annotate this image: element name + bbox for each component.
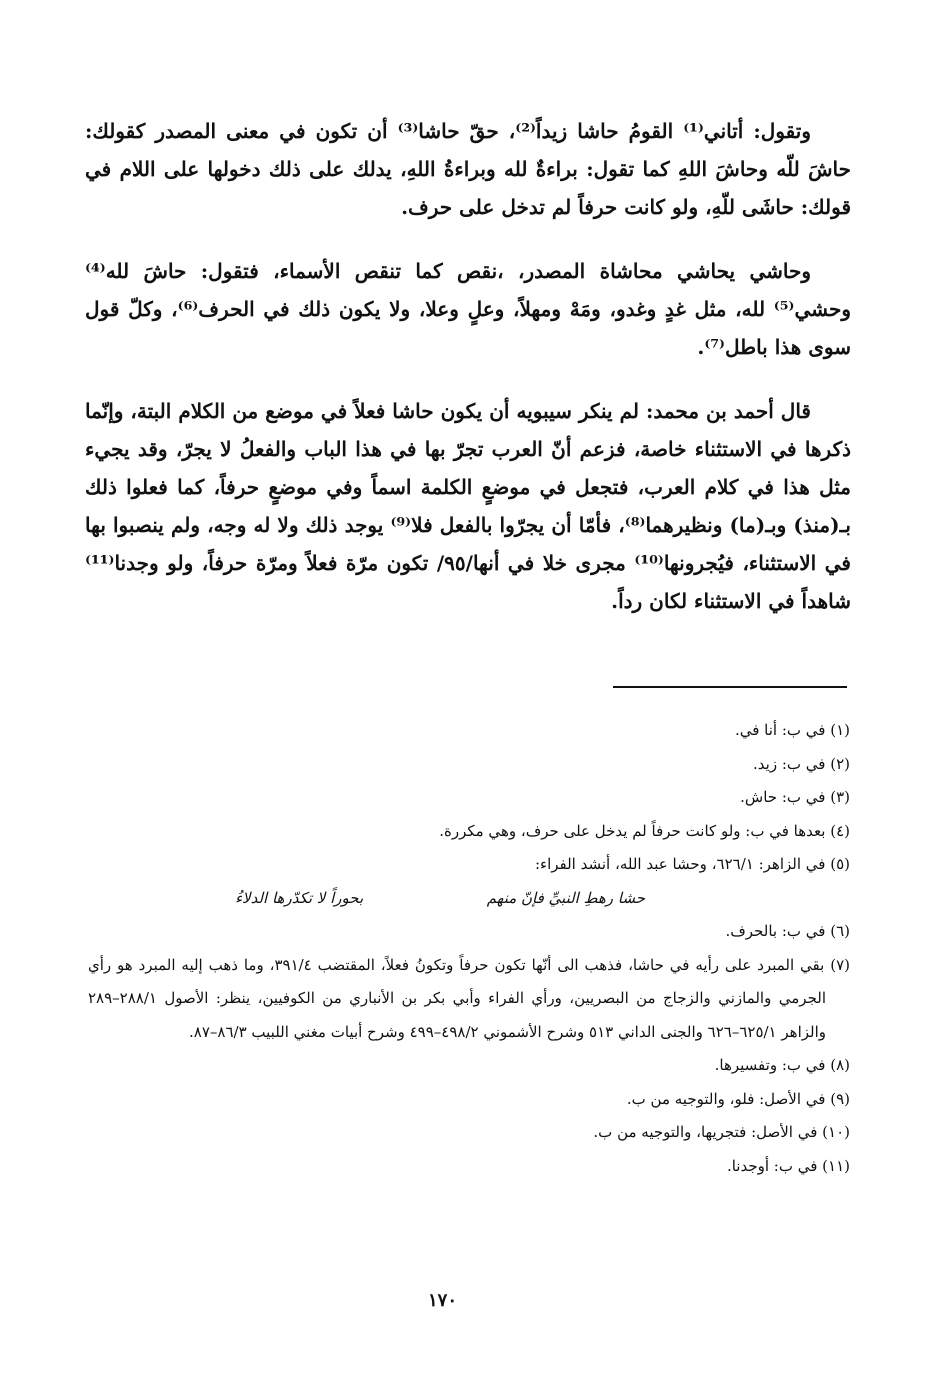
footnote-7: (٧) بقي المبرد على رأيه في حاشا، فذهب الى أنّها تكون حرفاً وتكونُ فعلاً، المقتضب ٣٩١/٤، وما ذهب إليه المبرد هو رأي الجرمي والمازني والزجاج من البصريين، ورأي الفراء وأبي بكر بن الأنباري من الكوفيين، ينظر: الأصول ٢٨٨/١–٢٨٩ والزاهر ٦٢٥/١–٦٢٦ والجنى الداني ٥١٣ وشرح الأشموني ٤٩٨/٢–٤٩٩ وشرح أبيات مغني اللبيب ٨٦/٣–٨٧.: [88, 955, 850, 1041]
footnote-6: (٦) في ب: بالحرف.: [725, 922, 850, 940]
footnote-11: (١١) في ب: أوجدنا.: [726, 1156, 850, 1175]
footnote-3: (٣) في ب: حاش.: [740, 788, 850, 806]
footnote-separator: [613, 686, 847, 688]
verse-first-hemistich: حشا رهطِ النبيِّ فإنّ منهم: [486, 888, 645, 907]
footnote-8: (٨) في ب: وتفسيرها.: [714, 1056, 850, 1074]
main-text: [85, 112, 851, 646]
footnote-5: (٥) في الزاهر: ٦٢٦/١، وحشا عبد الله، أنشد الفراء:: [534, 855, 850, 873]
verse-second-hemistich: بحوراً لا تكدّرها الدلاءُ: [235, 888, 364, 907]
footnote-4: (٤) بعدها في ب: ولو كانت حرفاً لم يدخل على حرف، وهي مكررة.: [439, 821, 850, 840]
footnote-9: (٩) في الأصل: فلو، والتوجيه من ب.: [626, 1089, 850, 1108]
page-number: ١٧٠: [428, 1290, 458, 1311]
footnote-1: (١) في ب: أنا في.: [734, 721, 850, 739]
footnote-2: (٢) في ب: زيد.: [753, 754, 850, 773]
footnotes: [88, 714, 850, 1183]
paragraph-3: قال أحمد بن محمد: لم ينكر سيبويه أن يكون حاشا فعلاً في موضع من الكلام البتة، وإنّما ذكرها في الاستثناء خاصة، فزعم أنّ العرب تجرّ بها في هذا الباب والفعلُ لا يجرّ، وقد يجيء مثل هذا في كلام العرب، فتجعل في موضعٍ الكلمة اسماً وفي موضعٍ حرفاً، كما فعلوا ذلك بـ(منذ) وبـ(ما) ونظيرهما⁽⁸⁾، فأمّا أن يجرّوا بالفعل فلا⁽⁹⁾ يوجد ذلك ولا له وجه، ولم ينصبوا بها في الاستثناء، فيُجرونها⁽¹⁰⁾ مجرى خلا في أنها/٩٥/ تكون مرّة فعلاً ومرّة حرفاً، ولو وجدنا⁽¹¹⁾ شاهداً في الاستثناء لكان رداً.: [85, 399, 851, 613]
poetry-verse: [235, 882, 645, 916]
paragraph-2: وحاشي يحاشي محاشاة المصدر، ،نقص كما تنقص الأسماء، فتقول: حاشَ لله⁽⁴⁾ وحشي⁽⁵⁾ لله، مثل غدٍ وغدو، ومَهْ ومهلاً، وعلٍ وعلا، ولا يكون ذلك في الحرف⁽⁶⁾، وكلّ قول سوى هذا باطل⁽⁷⁾.: [85, 259, 852, 359]
footnote-10: (١٠) في الأصل: فتجريها، والتوجيه من ب.: [593, 1123, 850, 1141]
paragraph-1: وتقول: أتاني⁽¹⁾ القومُ حاشا زيداً⁽²⁾، حقّ حاشا⁽³⁾ أن تكون في معنى المصدر كقولك: حاشَ للّه وحاشَ اللهِ كما تقول: براءةٌ لله وبراءةُ اللهِ، يدلك على ذلك دخولها على اللام في قولك: حاشَى للّهِ، ولو كانت حرفاً لم تدخل على حرف.: [85, 119, 851, 219]
